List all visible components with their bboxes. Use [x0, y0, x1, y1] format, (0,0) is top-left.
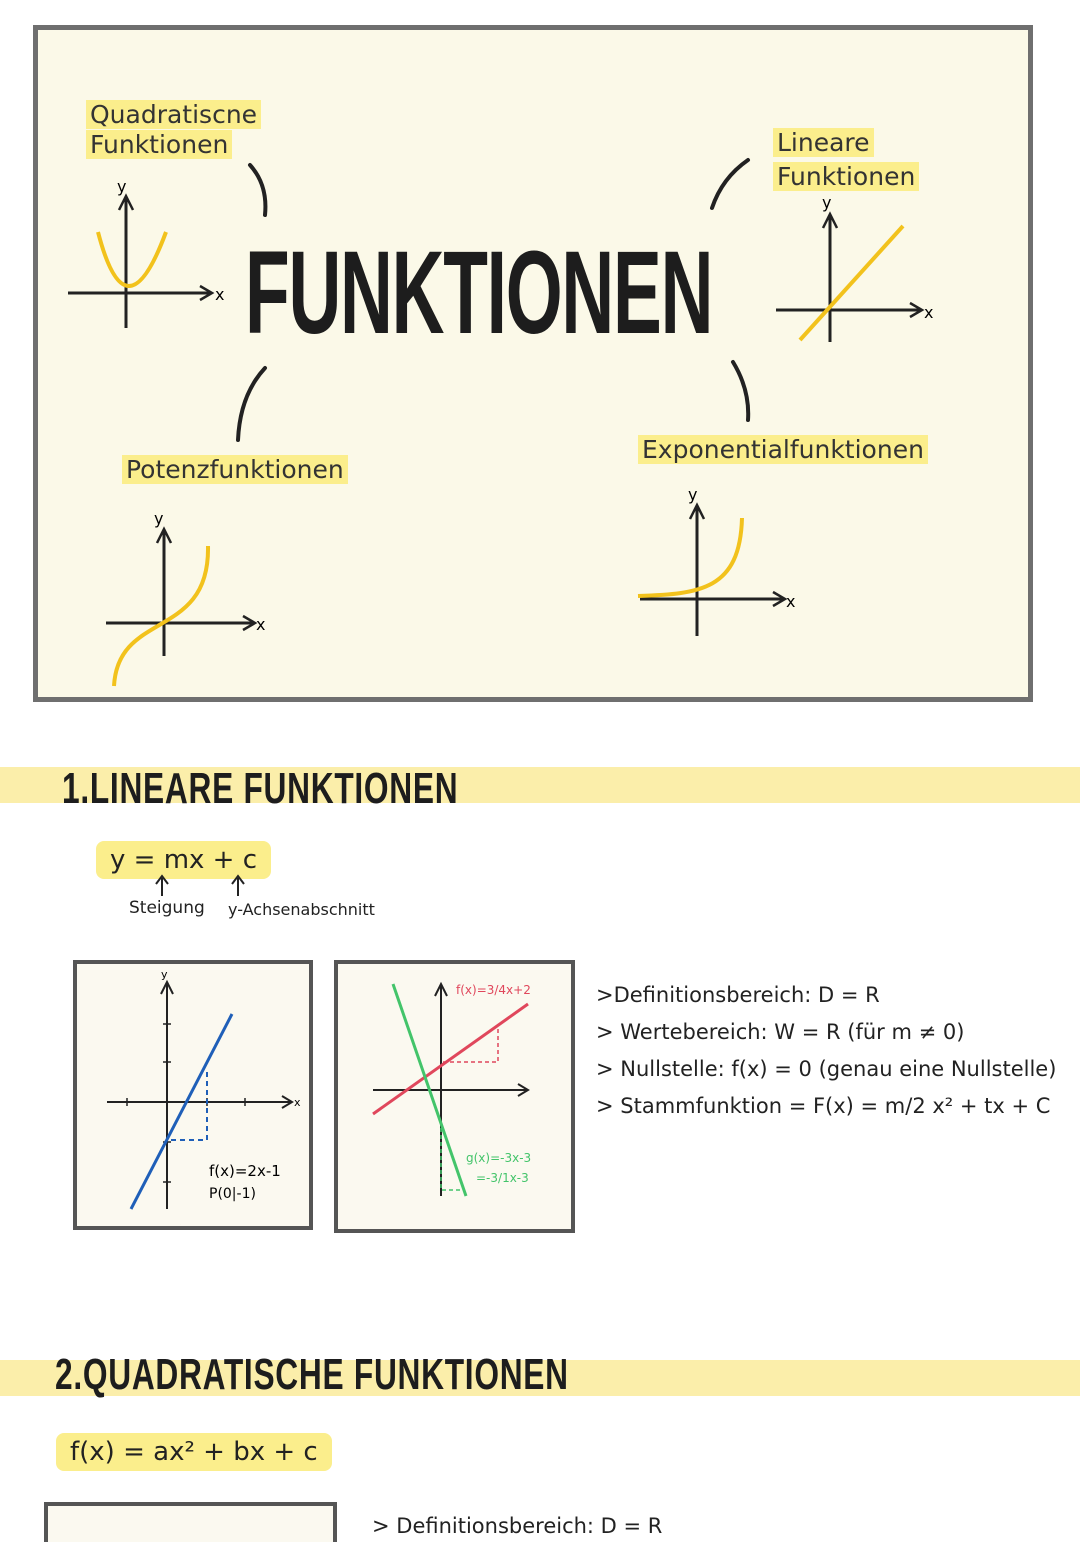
mini-quadratic-x: x — [215, 285, 225, 304]
graph2-plot — [338, 964, 571, 1229]
formula-arrows — [150, 872, 250, 898]
graph1-point-label: P(0|-1) — [209, 1186, 256, 1202]
section2-title: 2.QUADRATISCHE FUNKTIONEN — [55, 1350, 569, 1399]
property-domain: >Definitionsbereich: D = R — [596, 983, 880, 1007]
mini-linear-x: x — [924, 303, 934, 322]
connector-quadratic — [250, 165, 265, 215]
branch-exponential-text: Exponentialfunktionen — [638, 435, 928, 464]
section1-formula: y = mx + c — [96, 841, 271, 879]
label-slope: Steigung — [129, 898, 205, 918]
graph1-function-label: f(x)=2x-1 — [209, 1162, 281, 1180]
graph2-g-label-1: g(x)=-3x-3 — [466, 1151, 532, 1165]
mini-exponential-y: y — [688, 485, 698, 504]
mini-graph-linear — [776, 193, 933, 342]
section1-title: 1.LINEARE FUNKTIONEN — [62, 764, 459, 813]
branch-linear-line2: Funktionen — [773, 162, 919, 191]
graph2-box — [334, 960, 575, 1233]
graph1-plot — [77, 964, 309, 1226]
graph1-box — [73, 960, 313, 1230]
section2-property-partial: > Definitionsbereich: D = R — [372, 1514, 663, 1538]
property-zero: > Nullstelle: f(x) = 0 (genau eine Nullstelle) — [596, 1057, 1057, 1081]
branch-quadratic-line2: Funktionen — [86, 130, 232, 159]
mini-linear-y: y — [822, 193, 832, 212]
mindmap-drawings — [0, 0, 1080, 710]
label-intercept: y-Achsenabschnitt — [228, 900, 375, 919]
mini-power-x: x — [256, 615, 266, 634]
graph2-g-label-2: =-3/1x-3 — [476, 1171, 529, 1185]
graph2-f-label: f(x)=3/4x+2 — [456, 983, 531, 997]
section1-properties — [596, 977, 1056, 1125]
connector-exponential — [733, 362, 748, 420]
branch-linear-line1: Lineare — [773, 128, 874, 157]
mini-graph-exponential — [638, 485, 795, 636]
property-range: > Wertebereich: W = R (für m ≠ 0) — [596, 1020, 965, 1044]
graph1-y-label: y — [161, 968, 168, 981]
mini-graph-quadratic — [68, 177, 224, 328]
mini-graph-power — [106, 509, 265, 686]
mini-power-y: y — [154, 509, 164, 528]
section2-graph-box — [44, 1502, 337, 1542]
mini-quadratic-y: y — [117, 177, 127, 196]
branch-quadratic-line1: Quadratiscne — [86, 100, 261, 129]
mini-exponential-x: x — [786, 592, 796, 611]
svg-text:.: . — [180, 1225, 181, 1226]
graph1-x-label: x — [294, 1096, 301, 1109]
section2-formula: f(x) = ax² + bx + c — [56, 1433, 332, 1471]
property-antiderivative: > Stammfunktion = F(x) = m/2 x² + tx + C — [596, 1094, 1051, 1118]
branch-power-text: Potenzfunktionen — [122, 455, 348, 484]
connector-power — [238, 368, 265, 440]
connector-linear — [712, 160, 748, 208]
mindmap-center-title: FUNKTIONEN — [245, 227, 713, 359]
